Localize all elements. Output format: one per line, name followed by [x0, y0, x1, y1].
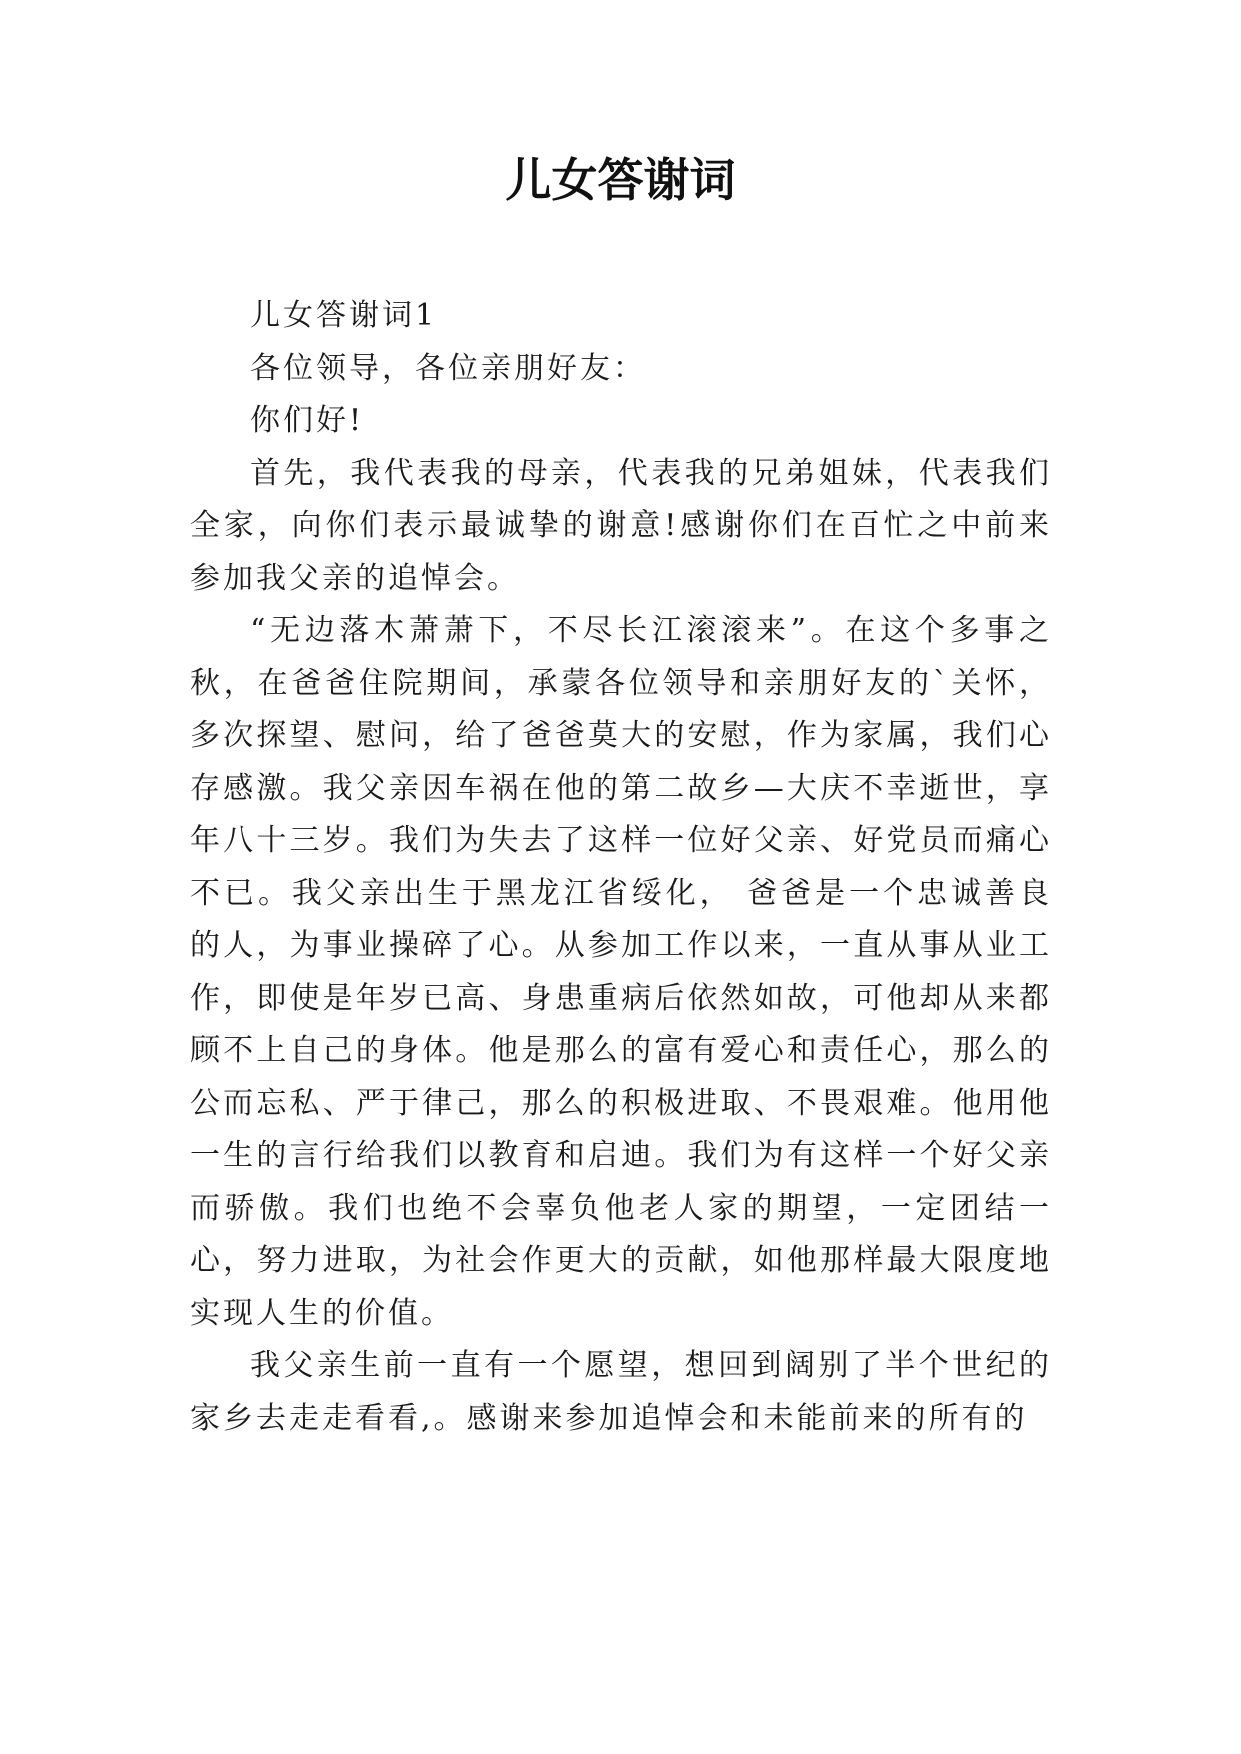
paragraph-greeting: 你们好! [250, 403, 365, 438]
paragraph-heading: 儿女答谢词1 [250, 298, 438, 333]
document-title: 儿女答谢词 [505, 153, 736, 207]
paragraph-tribute: “无边落木萧萧下，不尽长江滚滚来”。在这个多事之秋，在爸爸住院期间，承蒙各位领导和亲朋好友的`关怀，多次探望、慰问，给了爸爸莫大的安慰，作为家属，我们心存感激。我父亲因车祸在他的第二故乡—大庆不幸逝世，享年八十三岁。我们为失去了这样一位好父亲、好党员而痛心不已。我父亲出生于黑龙江省绥化， 爸爸是一个忠诚善良的人，为事业操碎了心。从参加工作以来，一直从事从业工作，即使是年岁已高、身患重病后依然如故，可他却从来都顾不上自己的身体。他是那么的富有爱心和责任心，那么的公而忘私、严于律己，那么的积极进取、不畏艰难。他用他一生的言行给我们以教育和启迪。我们为有这样一个好父亲而骄傲。我们也绝不会辜负他老人家的期望，一定团结一心，努力进取，为社会作更大的贡献，如他那样最大限度地实现人生的价值。 [190, 613, 1052, 1331]
paragraph-salutation: 各位领导，各位亲朋好友： [250, 350, 646, 386]
paragraph-wish: 我父亲生前一直有一个愿望，想回到阔别了半个世纪的家乡去走走看看,。感谢来参加追悼会和未能前来的所有的 [190, 1348, 1052, 1436]
document-body [190, 290, 1052, 1445]
paragraph-thanks: 首先，我代表我的母亲，代表我的兄弟姐妹，代表我们全家，向你们表示最诚挚的谢意!感谢你们在百忙之中前来参加我父亲的追悼会。 [190, 455, 1052, 596]
